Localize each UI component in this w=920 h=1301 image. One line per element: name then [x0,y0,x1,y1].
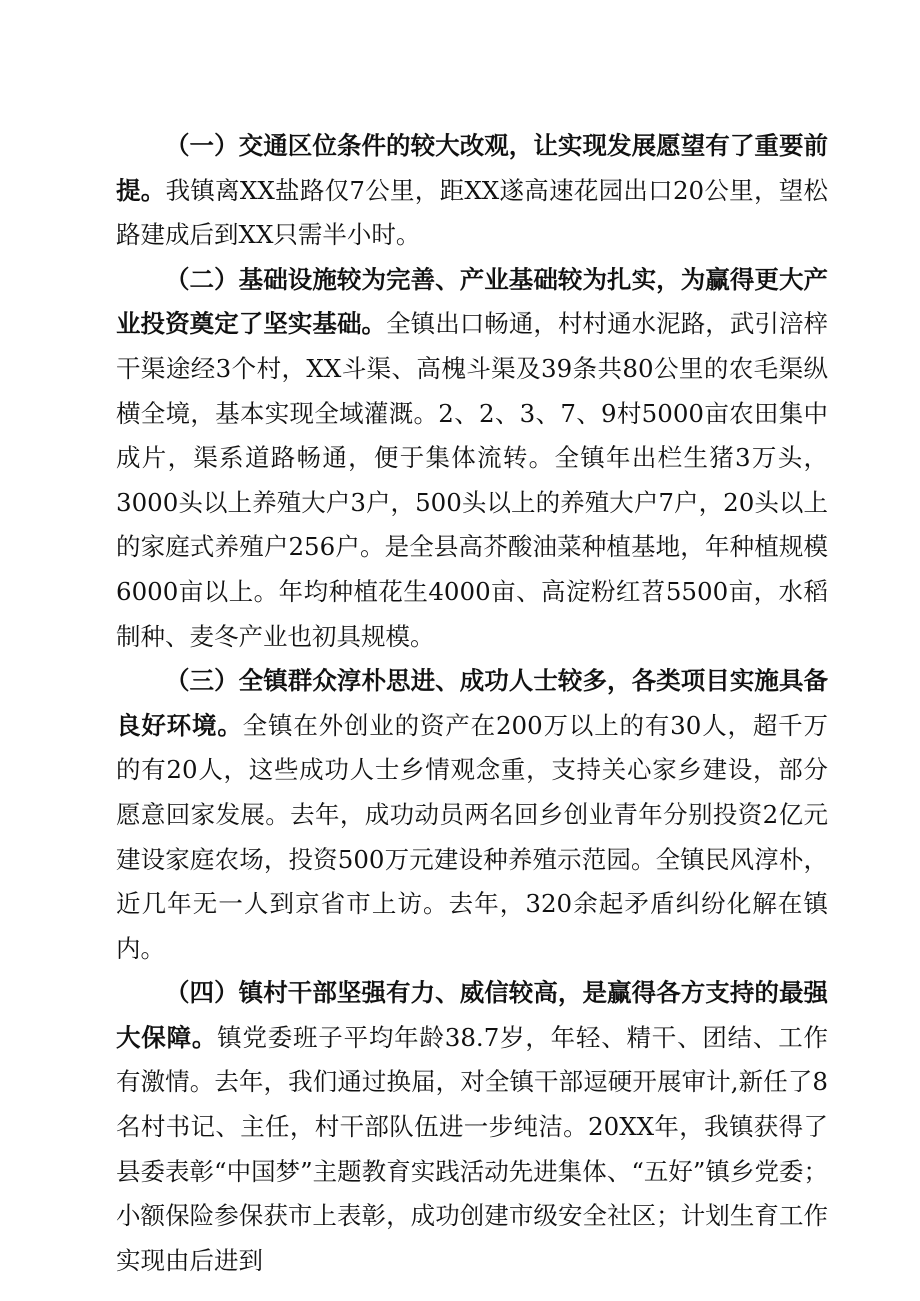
paragraph-text: 镇党委班子平均年龄38.7岁，年轻、精干、团结、工作有激情。去年，我们通过换届，对全镇干部逗硬开展审计,新任了8名村书记、主任，村干部队伍进一步纯洁。20XX年，我镇获得了县委表彰“中国梦”主题教育实践活动先进集体、“五好”镇乡党委；小额保险参保获市上表彰，成功创建市级安全社区；计划生育工作实现由后进到 [116,1022,828,1275]
paragraph-heading: （三）全镇群众淳朴思进、成功人士较多，各类项目实施具备良好环境。 [116,666,828,740]
paragraph-cadres [116,971,828,1283]
paragraph-text: 我镇离XX盐路仅7公里，距XX遂高速花园出口20公里，望松路建成后到XX只需半小时。 [116,175,829,250]
paragraph-infrastructure [116,258,828,659]
paragraph-text: 全镇在外创业的资产在200万以上的有30人，超千万的有20人，这些成功人士乡情观念重，支持关心家乡建设，部分愿意回家发展。去年，成功动员两名回乡创业青年分别投资2亿元建设家庭农场，投资500万元建设种养殖示范园。全镇民风淳朴，近几年无一人到京省市上访。去年，320余起矛盾纠纷化解在镇内。 [116,710,829,963]
paragraph-heading: （一）交通区位条件的较大改观，让实现发展愿望有了重要前提。 [116,131,828,205]
paragraph-text: 全镇出口畅通，村村通水泥路，武引涪梓干渠途经3个村，XX斗渠、高槐斗渠及39条共80公里的农毛渠纵横全境，基本实现全域灌溉。2、2、3、7、9村5000亩农田集中成片，渠系道路畅通，便于集体流转。全镇年出栏生猪3万头，3000头以上养殖大户3户，500头以上的养殖大户7户，20头以上的家庭式养殖户256户。是全县高芥酸油菜种植基地，年种植规模6000亩以上。年均种植花生4000亩、高淀粉红苕5500亩，水稻制种、麦冬产业也初具规模。 [116,309,829,651]
paragraph-heading: （二）基础设施较为完善、产业基础较为扎实，为赢得更大产业投资奠定了坚实基础。 [116,264,828,339]
paragraph-heading: （四）镇村干部坚强有力、威信较高，是赢得各方支持的最强大保障。 [116,978,828,1052]
document-body [116,124,828,1283]
paragraph-community [116,659,828,971]
paragraph-transport [116,124,828,258]
